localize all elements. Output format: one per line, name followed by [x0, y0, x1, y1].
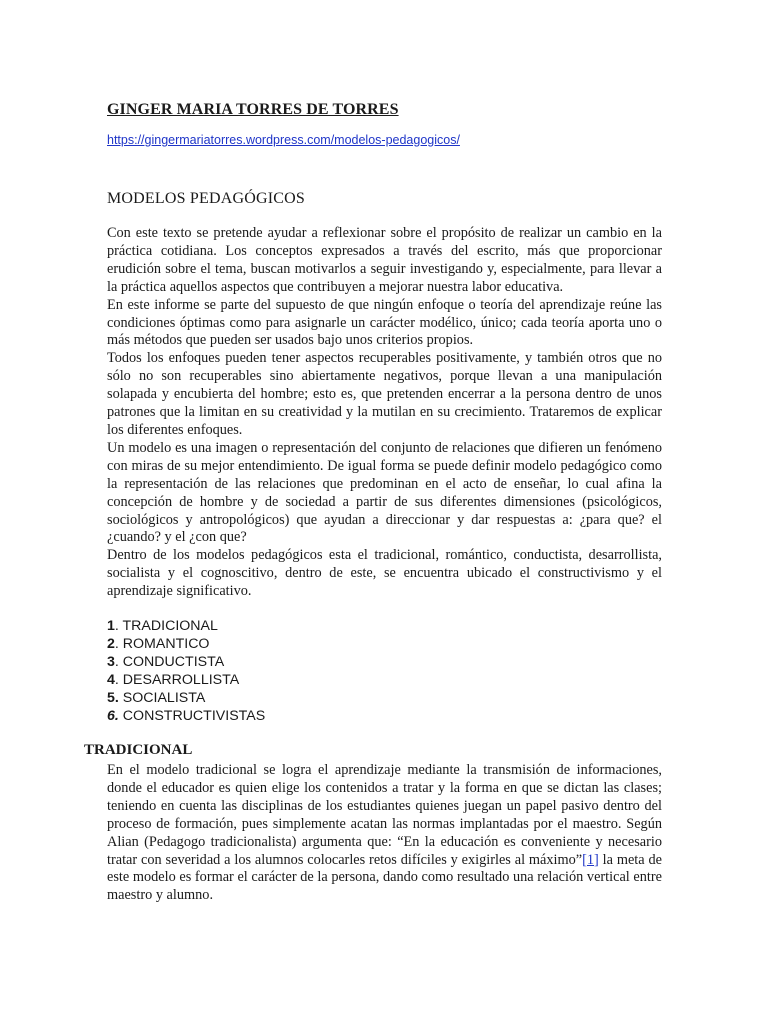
list-label: CONSTRUCTIVISTAS: [118, 707, 266, 724]
list-number: 6.: [107, 707, 119, 724]
list-item: [107, 654, 265, 672]
intro-text: [107, 225, 662, 601]
paragraph: Con este texto se pretende ayudar a reflexionar sobre el propósito de realizar un cambio en la práctica cotidiana. Los conceptos expresados a través del escrito, más que proporcionar erudición sobre el tema, buscan motivarlos a seguir investigando y, especialmente, para llevar a la práctica aquellos aspectos que contribuyen a mejorar nuestra labor educativa.: [107, 225, 662, 295]
list-item: [107, 636, 265, 654]
list-label: . ROMANTICO: [114, 635, 210, 652]
footnote-link[interactable]: [1]: [582, 851, 599, 868]
list-number: 2: [107, 635, 115, 652]
section-title: TRADICIONAL: [84, 742, 193, 758]
author-name: GINGER MARIA TORRES DE TORRES: [107, 101, 399, 118]
list-number: 1: [107, 618, 115, 634]
list-item: [107, 708, 265, 726]
list-item: [107, 690, 265, 708]
paragraph: En este informe se parte del supuesto de que ningún enfoque o teoría del aprendizaje reúne las condiciones óptimas como para asignarle un carácter modélico, único; cada teoría aporta uno o más métodos que pueden ser usados bajo unos criterios propios.: [107, 296, 662, 349]
list-item: [107, 672, 265, 690]
section-text-before: En el modelo tradicional se logra el aprendizaje mediante la transmisión de informaciones, donde el educador es quien elige los contenidos a tratar y la forma en que se dictan las clases; teniendo en cuenta las disciplinas de los estudiantes quienes juegan un papel pasivo dentro del proceso de formación, pues simplemente acatan las normas implantadas por el maestro. Según Alian (Pedagogo tradicionalista) argumenta que: “En la educación es conveniente y necesario tratar con severidad a los alumnos colocarles retos difíciles y exigirles al máximo”: [107, 762, 662, 868]
model-list: [107, 618, 265, 725]
list-number: 3: [107, 653, 115, 670]
list-label: . DESARROLLISTA: [114, 671, 240, 688]
paragraph: Un modelo es una imagen o representación del conjunto de relaciones que difieren un fenómeno con miras de su mejor entendimiento. De igual forma se puede definir modelo pedagógico como la representación de las relaciones que predominan en el acto de enseñar, lo cual afina la concepción de hombre y de sociedad a partir de sus diferentes dimensiones (psicológicos, sociológicos y antropológicos) que ayudan a direccionar y dar respuestas a: ¿para que? el ¿cuando? y el ¿con que?: [107, 439, 662, 546]
paragraph: Dentro de los modelos pedagógicos esta el tradicional, romántico, conductista, desarrollista, socialista y el cognoscitivo, dentro de este, se encuentra ubicado el constructivismo y el aprendizaje significativo.: [107, 547, 662, 600]
document-title: MODELOS PEDAGÓGICOS: [107, 190, 306, 207]
list-label: . TRADICIONAL: [114, 618, 218, 634]
source-link[interactable]: https://gingermariatorres.wordpress.com/modelos-pedagogicos/: [107, 133, 460, 147]
list-label: SOCIALISTA: [118, 689, 206, 706]
list-label: . CONDUCTISTA: [114, 653, 225, 670]
section-text: [107, 762, 662, 905]
section-text-after: la meta de este modelo es formar el carácter de la persona, dando como resultado una relación vertical entre maestro y alumno.: [107, 851, 662, 904]
list-number: 4: [107, 671, 115, 688]
paragraph: Todos los enfoques pueden tener aspectos recuperables positivamente, y también otros que no sólo no son recuperables sino abiertamente negativos, porque llevan a una manipulación solapada y encubierta del hombre; esto es, que pretenden encerrar a la persona dentro de unos patrones que la limitan en su creatividad y la mutilan en su crecimiento. Trataremos de explicar los diferentes enfoques.: [107, 350, 662, 438]
list-item: [107, 618, 265, 636]
list-number: 5.: [107, 689, 119, 706]
